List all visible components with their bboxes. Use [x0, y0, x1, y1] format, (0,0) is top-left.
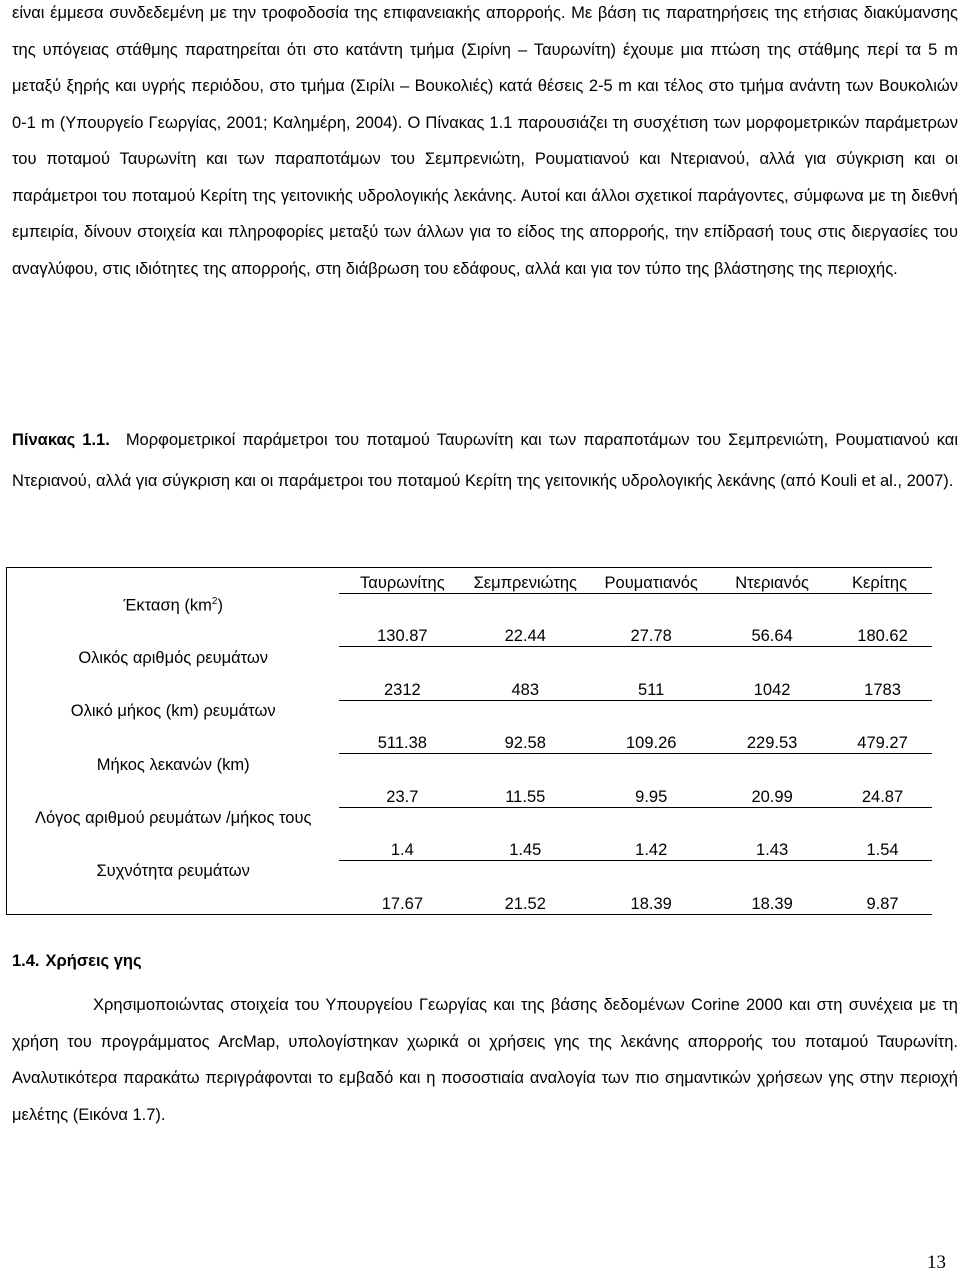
- table-header-corner: [7, 568, 340, 594]
- table-cell: 18.39: [585, 860, 717, 914]
- table-row: [7, 807, 933, 860]
- table-cell: 17.67: [339, 860, 465, 914]
- table-cell: 1.45: [465, 807, 585, 860]
- table-cell: 1.43: [717, 807, 827, 860]
- table-cell: 20.99: [717, 754, 827, 807]
- table-cell: 1.54: [827, 807, 932, 860]
- table-cell: 130.87: [339, 594, 465, 647]
- table-cell: 24.87: [827, 754, 932, 807]
- column-header: Ταυρωνίτης: [339, 568, 465, 594]
- page-number: 13: [927, 1252, 946, 1273]
- table-cell: 21.52: [465, 860, 585, 914]
- column-header: Ντεριανός: [717, 568, 827, 594]
- table-cell: 2312: [339, 647, 465, 700]
- column-header: Κερίτης: [827, 568, 932, 594]
- table-caption-label: Πίνακας 1.1.: [12, 431, 110, 449]
- table-cell: 109.26: [585, 700, 717, 753]
- table-caption-text: Μορφομετρικοί παράμετροι του ποταμού Ταυρωνίτη και των παραποτάμων του Σεμπρενιώτη, Ρουματιανού και Ντεριανού, αλλά για σύγκριση και οι παράμετροι του ποταμού Κερίτη της γειτονικής υδρολογικής λεκάνης (από Kouli et al., 2007).: [12, 431, 958, 490]
- table-row: [7, 647, 933, 700]
- table-row: [7, 754, 933, 807]
- body-paragraph-1: [12, 0, 958, 287]
- table-cell: 9.95: [585, 754, 717, 807]
- table-cell: 1042: [717, 647, 827, 700]
- table-cell: 479.27: [827, 700, 932, 753]
- section-heading: [12, 952, 142, 971]
- table-cell: 92.58: [465, 700, 585, 753]
- table-header-row: [7, 568, 933, 594]
- section-number: 1.4.: [12, 952, 40, 970]
- table-cell: 22.44: [465, 594, 585, 647]
- row-label: Συχνότητα ρευμάτων: [7, 860, 340, 914]
- table-cell: 1.42: [585, 807, 717, 860]
- row-label: Έκταση $(km^2)$: [7, 594, 340, 647]
- table-cell: 483: [465, 647, 585, 700]
- table-row: [7, 594, 933, 647]
- table-cell: 23.7: [339, 754, 465, 807]
- table-cell: 1.4: [339, 807, 465, 860]
- table-cell: 511.38: [339, 700, 465, 753]
- row-label: Ολικός αριθμός ρευμάτων: [7, 647, 340, 700]
- table-row: [7, 860, 933, 914]
- table-cell: 9.87: [827, 860, 932, 914]
- table-cell: 511: [585, 647, 717, 700]
- table-cell: 18.39: [717, 860, 827, 914]
- table-row: [7, 700, 933, 753]
- table-cell: 1783: [827, 647, 932, 700]
- column-header: Ρουματιανός: [585, 568, 717, 594]
- table-cell: 11.55: [465, 754, 585, 807]
- section-title: Χρήσεις γης: [45, 952, 142, 970]
- morphometric-table: [6, 567, 932, 915]
- paragraph-1-continuation: Αυτοί και άλλοι σχετικοί παράγοντες, σύμφωνα με τη διεθνή εμπειρία, δίνουν στοιχεία και πληροφορίες μεταξύ των άλλων για το είδος της απορροής, την επίδρασή τους στις διεργασίες του αναγλύφου, στις ιδιότητες της απορροής, στη διάβρωση του εδάφους, αλλά και για τον τύπο της βλάστησης της περιοχής.: [12, 186, 958, 278]
- table-caption: [12, 420, 958, 501]
- table-cell: 27.78: [585, 594, 717, 647]
- table-cell: 229.53: [717, 700, 827, 753]
- row-label: Ολικό μήκος (km) ρευμάτων: [7, 700, 340, 753]
- row-label: Λόγος αριθμού ρευμάτων /μήκος τους: [7, 807, 340, 860]
- table-cell: 180.62: [827, 594, 932, 647]
- body-paragraph-2: Χρησιμοποιώντας στοιχεία του Υπουργείου Γεωργίας και της βάσης δεδομένων Corine 2000 και στη συνέχεια με τη χρήση του προγράμματος ArcMap, υπολογίστηκαν χωρικά οι χρήσεις γης της λεκάνης απορροής του ποταμού Ταυρωνίτη. Αναλυτικότερα παρακάτω περιγράφονται το εμβαδό και η ποσοστιαία αναλογία των πιο σημαντικών χρήσεων γης στην περιοχή μελέτης (Εικόνα 1.7).: [12, 996, 958, 1124]
- paragraph-1-intro: είναι έμμεσα συνδεδεμένη με την τροφοδοσία της επιφανειακής απορροής. Με βάση τις παρατηρήσεις της ετήσιας διακύμανσης της υπόγειας στάθμης παρατηρείται ότι στο κατάντη τμήμα (Σιρίνη – Ταυρωνίτη) έχουμε μια πτώση της στάθμης περί τα 5 m μεταξύ ξηρής και υγρής περιόδου, στο τμήμα (Σιρίλι – Βουκολιές) κατά θέσεις 2-5 m και τέλος στο τμήμα ανάντη των Βουκολιών 0-1 m (Υπουργείο Γεωργίας, 2001; Καλημέρη, 2004). Ο Πίνακας 1.1 παρουσιάζει τη συσχέτιση των μορφομετρικών παράμετρων του ποταμού Ταυρωνίτη και των παραποτάμων του Σεμπρενιώτη, Ρουματιανού και Ντεριανού, αλλά για σύγκριση και οι παράμετροι του ποταμού Κερίτη της γειτονικής υδρολογικής λεκάνης.: [12, 4, 958, 205]
- table-cell: 56.64: [717, 594, 827, 647]
- row-label: Μήκος λεκανών (km): [7, 754, 340, 807]
- column-header: Σεμπρενιώτης: [465, 568, 585, 594]
